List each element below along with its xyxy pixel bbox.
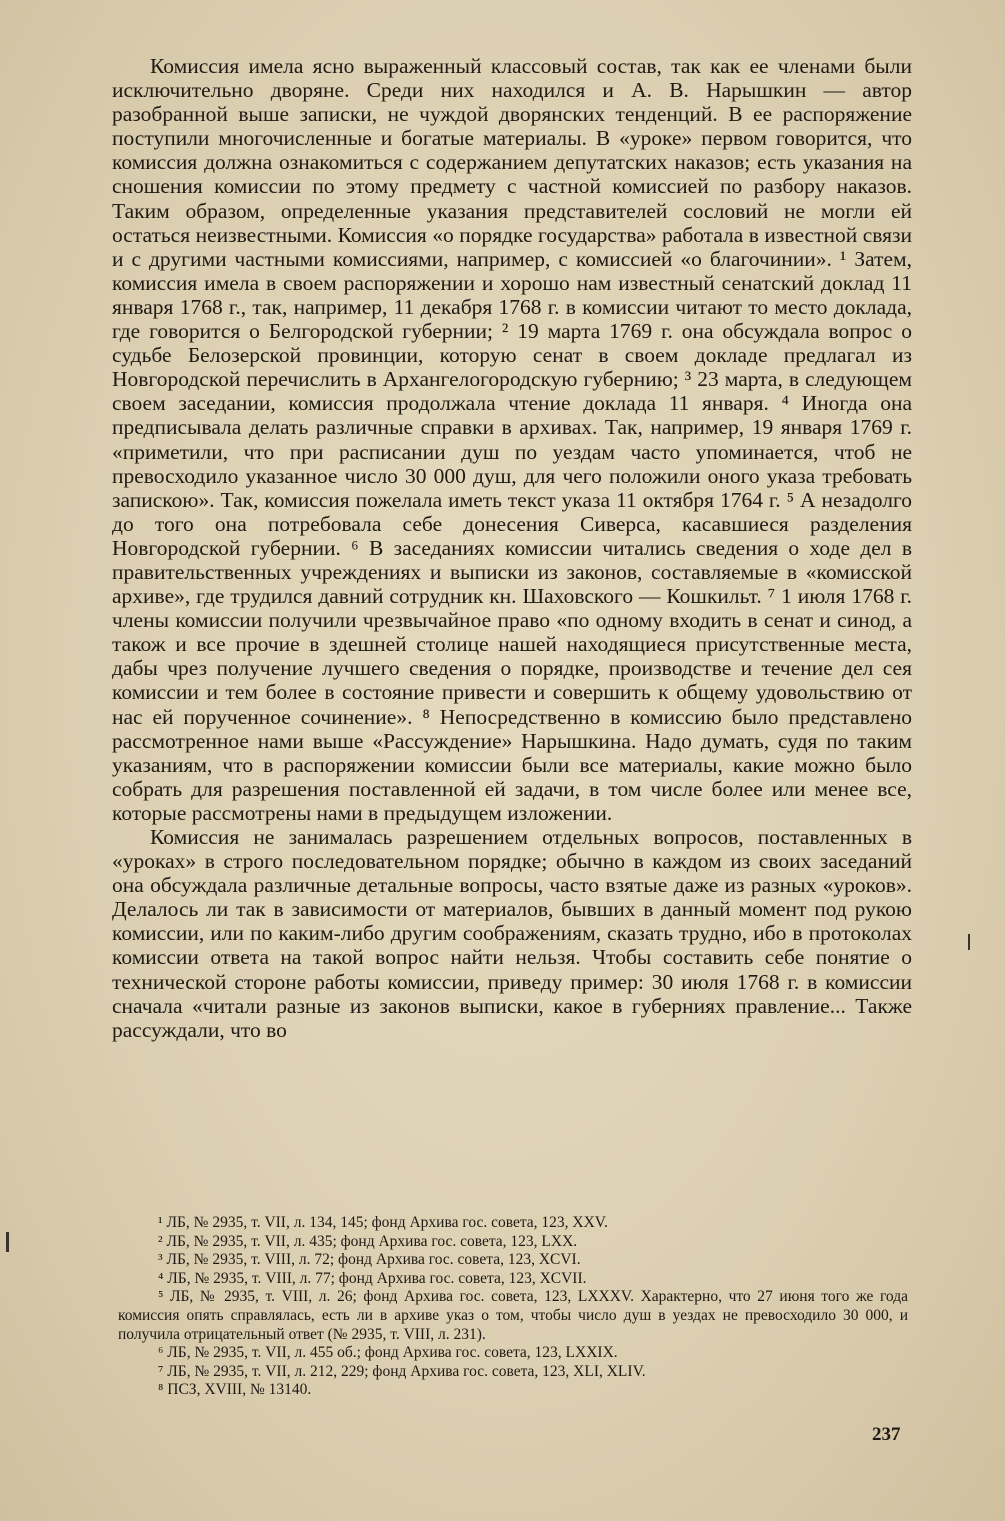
footnote-8: ⁸ ПСЗ, XVIII, № 13140.	[158, 1381, 312, 1399]
footnote-4: ⁴ ЛБ, № 2935, т. VIII, л. 77; фонд Архива гос. совета, 123, XCVII.	[158, 1269, 587, 1287]
main-text	[112, 54, 912, 1042]
footnote-2: ² ЛБ, № 2935, т. VII, л. 435; фонд Архива гос. совета, 123, LXX.	[158, 1232, 578, 1250]
footnote-1: ¹ ЛБ, № 2935, т. VII, л. 134, 145; фонд Архива гос. совета, 123, XXV.	[158, 1214, 608, 1231]
footnote-5: ⁵ ЛБ, № 2935, т. VIII, л. 26; фонд Архива гос. совета, 123, LXXXV. Характерно, что 27 июня того же года комиссия опять справлялась, есть ли в архиве указ о том, чтобы число душ в уездах не превосходило 30 000, и получила отрицательный ответ (№ 2935, т. VIII, л. 231).	[118, 1288, 908, 1343]
paragraph-2: Комиссия не занималась разрешением отдельных вопросов, поставленных в «уроках» в строго последовательном порядке; обычно в каждом из своих заседаний она обсуждала различные детальные вопросы, часто взятые даже из разных «уроков». Делалось ли так в зависимости от материалов, бывших в данный момент под рукою комиссии, или по каким-либо другим соображениям, сказать трудно, ибо в протоколах комиссии ответа на такой вопрос найти нельзя. Чтобы составить себе понятие о технической стороне работы комиссии, приведу пример: 30 июля 1768 г. в комиссии сначала «читали разные из законов выписки, какое в губерниях правление... Также рассуждали, что во	[112, 825, 912, 1042]
page-number: 237	[872, 1424, 901, 1445]
footnotes	[118, 1214, 908, 1400]
footnote-3: ³ ЛБ, № 2935, т. VIII, л. 72; фонд Архива гос. совета, 123, XCVI.	[158, 1251, 581, 1269]
margin-mark-left	[6, 1232, 9, 1252]
margin-mark	[968, 934, 970, 950]
paragraph-1: Комиссия имела ясно выраженный классовый состав, так как ее членами были исключительно дворяне. Среди них находился и А. В. Нарышкин — автор разобранной выше записки, не чуждой дворянских тенденций. В ее распоряжение поступили многочисленные и богатые материалы. В «уроке» первом говорится, что комиссия должна ознакомиться с содержанием депутатских наказов; есть указания на сношения комиссии по этому предмету с частной комиссией по разбору наказов. Таким образом, определенные указания представителей сословий не могли ей остаться неизвестными. Комиссия «о порядке государства» работала в известной связи и с другими частными комиссиями, например, с комиссией «о благочинии». ¹ Затем, комиссия имела в своем распоряжении и хорошо нам известный сенатский доклад 11 января 1768 г., так, например, 11 декабря 1768 г. в комиссии читают то место доклада, где говорится о Белгородской губернии; ² 19 марта 1769 г. она обсуждала вопрос о судьбе Белозерской провинции, которую сенат в своем докладе предлагал из Новгородской перечислить в Архангелогородскую губернию; ³ 23 марта, в следующем своем заседании, комиссия продолжала чтение доклада 11 января. ⁴ Иногда она предписывала делать различные справки в архивах. Так, например, 19 января 1769 г. «приметили, что при расписании душ по уездам часто упоминается, чтоб не превосходило указанное число 30 000 душ, для чего положили оного указа требовать запискою». Так, комиссия пожелала иметь текст указа 11 октября 1764 г. ⁵ А незадолго до того она потребовала себе донесения Сиверса, касавшиеся разделения Новгородской губернии. ⁶ В заседаниях комиссии читались сведения о ходе дел в правительственных учреждениях и выписки из законов, составляемые в «комисской архиве», где трудился давний сотрудник кн. Шаховского — Кошкильт. ⁷ 1 июля 1768 г. члены комиссии получили чрезвычайное право «по одному входить в сенат и синод, а також и все прочие в здешней столице нашей находящиеся присутственные места, дабы чрез получение лучшего сведения о порядке, производстве и течение дел сея комиссии и тем более в состояние привести и совершить к общему удовольствию от нас ей порученное сочинение». ⁸ Непосредственно в комиссию было представлено рассмотренное нами выше «Рассуждение» Нарышкина. Надо думать, судя по таким указаниям, что в распоряжении комиссии были все материалы, какие можно было собрать для разрешения поставленной ей задачи, в том числе более или менее все, которые рассмотрены нами в предыдущем изложении.	[112, 54, 912, 825]
footnote-6: ⁶ ЛБ, № 2935, т. VII, л. 455 об.; фонд Архива гос. совета, 123, LXXIX.	[158, 1344, 618, 1362]
footnote-7: ⁷ ЛБ, № 2935, т. VII, л. 212, 229; фонд Архива гос. совета, 123, XLI, XLIV.	[158, 1362, 646, 1380]
